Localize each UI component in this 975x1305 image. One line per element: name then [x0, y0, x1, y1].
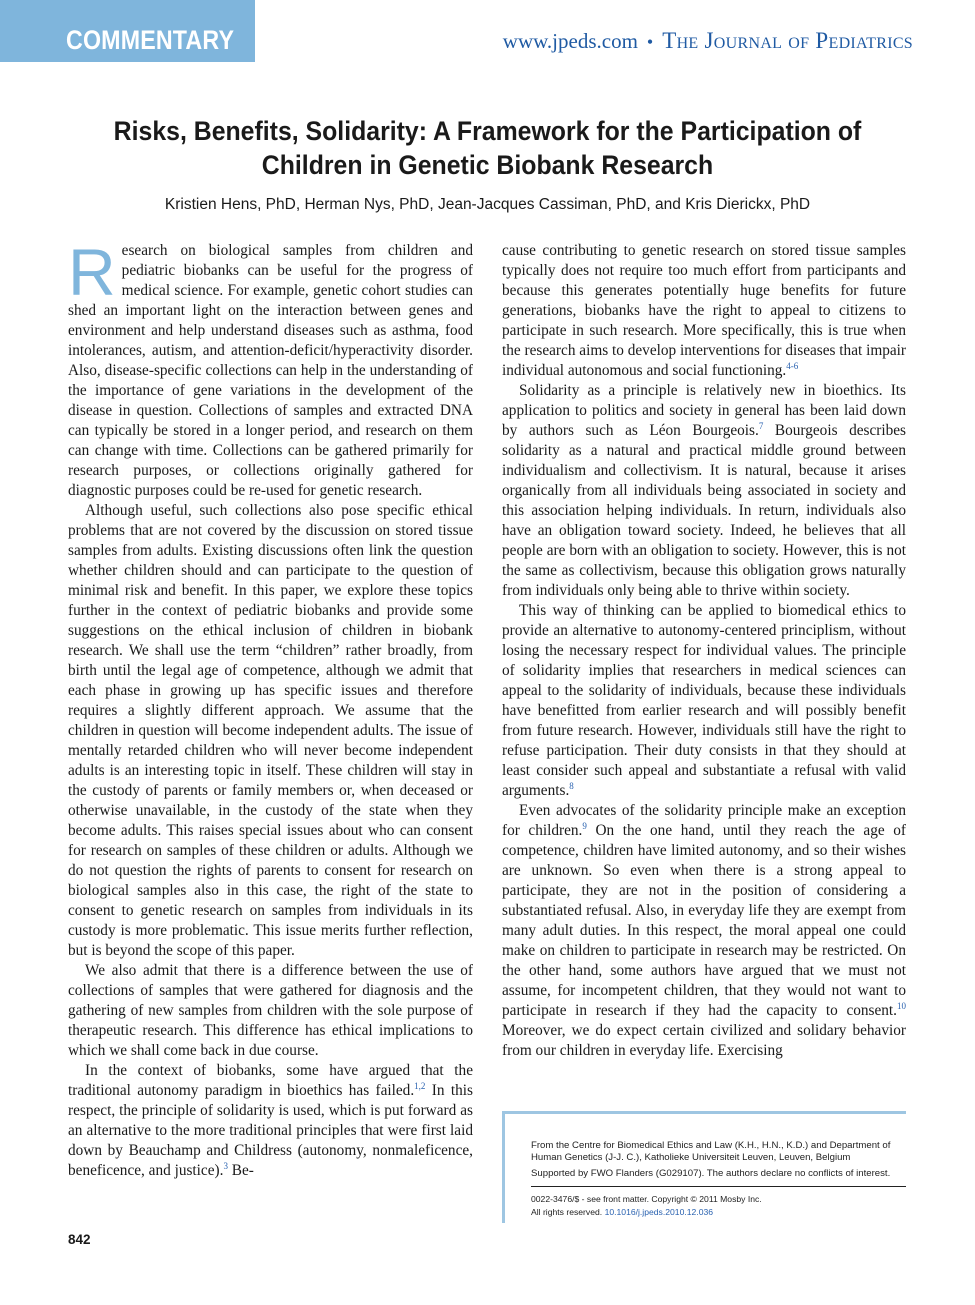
article-authors: Kristien Hens, PhD, Herman Nys, PhD, Jean-Jacques Cassiman, PhD, and Kris Dierickx, PhD: [164, 196, 811, 213]
rights-text: All rights reserved.: [531, 1207, 605, 1217]
header-separator: •: [646, 32, 654, 52]
citation-link[interactable]: 1,2: [414, 1080, 426, 1091]
paragraph-exception-children: [502, 801, 906, 1061]
author-affiliation: From the Centre for Biomedical Ethics and Law (K.H., H.N., K.D.) and Department of Human Genetics (J-J. C.), Katholieke Universiteit Leuven, Leuven, Belgium: [531, 1140, 891, 1163]
body-column-left: [68, 235, 473, 1181]
paragraph-text: Even advocates of the solidarity principle make an exception for children.: [502, 802, 906, 839]
paragraph-difference: We also admit that there is a difference between the use of collections of samples that were gathered for diagnosis and the gathering of new samples from children with the sole purpose of therapeutic research. This difference has ethical implications to which we shall come back in due course.: [68, 962, 473, 1059]
paragraph-intro: [68, 235, 473, 501]
citation-link[interactable]: 8: [569, 780, 574, 791]
paragraph-text: cause contributing to genetic research on stored tissue samples typically does not require too much effort from participants and because this generates potentially huge benefits for future generations, biobanks have the right to appeal to citizens to participate in such research. More specifically, this is true when the research aims to develop interventions for diseases that impair individual autonomous and social functioning.: [502, 242, 906, 379]
citation-link[interactable]: 10: [897, 1000, 906, 1011]
paragraph-text: Bourgeois describes solidarity as a natural and practical middle ground between individualism and collectivism. It is natural, because it arises organically from all individuals being associated in society and this association helping individuals. In return, individuals also have an obligation toward society. Indeed, he believes that all people are born with an obligation to society. However, this is not the same as collectivism, because this obligation grows naturally from individuals only being able to thrive within society.: [502, 422, 907, 599]
paragraph-text: Solidarity as a principle is relatively new in bioethics. Its application to politics and society in general has been laid down by authors such as Léon Bourgeois.: [502, 382, 906, 439]
journal-website-link[interactable]: www.jpeds.com: [502, 29, 638, 53]
citation-link[interactable]: 3: [223, 1160, 228, 1171]
paragraph-text: Be-: [227, 1162, 254, 1179]
paragraph-text: In this respect, the principle of solidarity is used, which is put forward as an alternative to the more traditional principles that were first laid down by Beauchamp and Childress (autonomy, nonmaleficence, beneficence, and justice).: [68, 1082, 473, 1179]
footnote-divider: [531, 1186, 906, 1187]
rights-line: [531, 1206, 906, 1219]
body-column-right: [502, 241, 906, 1061]
paragraph-biobanks-context: [68, 1061, 473, 1181]
page-header: [0, 0, 975, 62]
paragraph-text: On the one hand, until they reach the age of competence, children have limited autonomy, and so their wishes are unknown. So even when there is a strong appeal to participate, they are not in the position of considering a substantiated refusal. Also, in everyday life they are exempt from many adult duties. In this respect, the moral appeal one could make on children to participate in research may be restricted. On the other hand, some authors have argued that we must not assume, for incompetent children, that they would not want to participate in research if they had the capacity to consent.: [502, 822, 906, 1019]
paragraph-text: This way of thinking can be applied to biomedical ethics to provide an alternative to autonomy-centered principlism, without losing the necessary respect for individual values. The principle of solidarity implies that researchers in medical sciences can appeal to the solidarity of individuals, because these individuals have benefitted from earlier research and will possibly benefit from future research. However, individuals still have the right to refuse participation. Their duty consists in that they should at least consider such appeal and substantiate a refusal with valid arguments.: [502, 602, 906, 799]
citation-link[interactable]: 4-6: [786, 360, 799, 371]
paragraph-text: In the context of biobanks, some have argued that the traditional autonomy paradigm in bioethics has failed.: [68, 1062, 473, 1099]
paragraph-ethical-problems: Although useful, such collections also pose specific ethical problems that are not covered by the discussion on stored tissue samples from adults. Existing discussions often link the question whether children should and can participate to the question of minimal risk and benefit. In this paper, we explore these topics further in the context of pediatric biobanks and provide some suggestions on the ethical inclusion of children in biobank research. We shall use the term “children” rather broadly, from birth until the legal age of competence, although we admit that each phase in growing up has specific issues and therefore requires a slightly different approach. We assume that the children in question will become independent adults. The issue of mentally retarded children who will never become independent adults is an interesting topic in itself. These children will stay in the custody of parents or family members or, when deceased or otherwise unavailable, in the custody of the state when they become adults. This raises special issues about who can consent for research on samples of these children or adults. Although we do not question the rights of parents to consent for research on biological samples also in this case, the right of the state to consent to genetic research on samples from individuals in its custody is more problematic. This issue merits further reflection, but is beyond the scope of this paper.: [68, 502, 473, 959]
citation-link[interactable]: 9: [582, 820, 587, 831]
copyright-notice: [531, 1193, 906, 1219]
section-label: COMMENTARY: [66, 25, 235, 55]
journal-name: The Journal of Pediatrics: [662, 28, 913, 53]
paragraph-continued: [502, 241, 906, 381]
copyright-line: 0022-3476/$ - see front matter. Copyright © 2011 Mosby Inc.: [531, 1194, 762, 1204]
paragraph-intro-text: esearch on biological samples from children and pediatric biobanks can be useful for the progress of medical science. For example, genetic cohort studies can shed an important light on the interaction between genes and environment and help understand diseases such as asthma, food intolerances, autism, and attention-deficit/hyperactivity disorder. Also, disease-specific collections can help in the understanding of the importance of gene variations in the development of the disease in question. Collections of samples and extracted DNA can typically be stored in a longer period, and research on them can change with time. Collections can be gathered primarily for research purposes, or collections originally gathered for diagnostic purposes could be re-used for genetic research.: [68, 242, 473, 499]
paragraph-text: Moreover, we do expect certain civilized and solidary behavior from our children in everyday life. Exercising: [502, 1022, 906, 1059]
paragraph-biomedical-ethics: [502, 601, 906, 801]
drop-cap: R: [68, 235, 116, 309]
citation-link[interactable]: 7: [758, 420, 764, 431]
page-number: 842: [68, 1232, 91, 1247]
paragraph-solidarity: [502, 381, 906, 601]
article-title: Risks, Benefits, Solidarity: A Framework for the Participation of Children in Genetic Biobank Research: [113, 116, 862, 180]
funding-statement: Supported by FWO Flanders (G029107). The authors declare no conflicts of interest.: [531, 1168, 891, 1179]
journal-header: [503, 28, 913, 54]
doi-link[interactable]: 10.1016/j.jpeds.2010.12.036: [604, 1207, 714, 1217]
